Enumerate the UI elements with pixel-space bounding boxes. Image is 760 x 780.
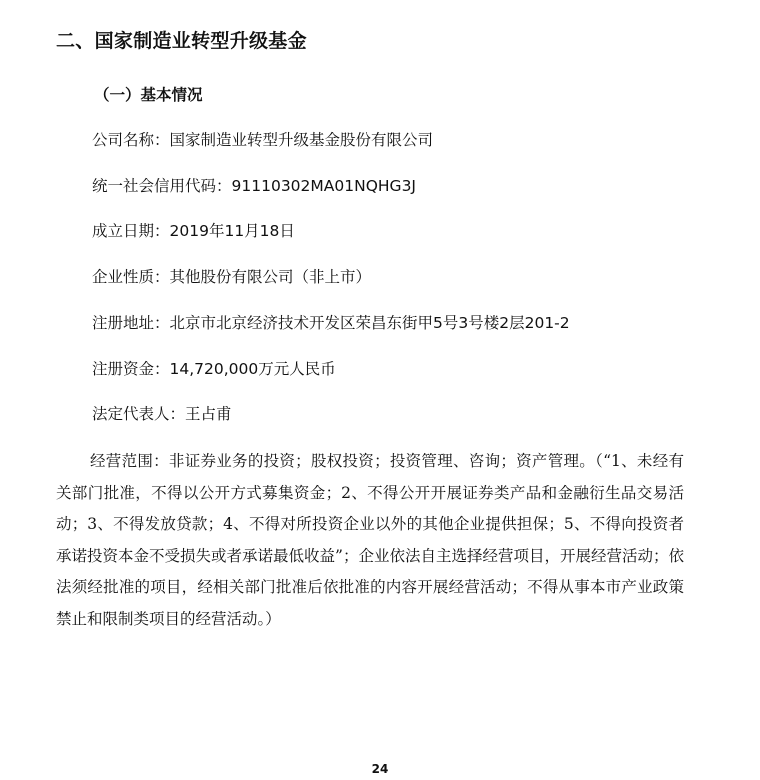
field-credit-code xyxy=(92,175,416,197)
field-value: 91110302MA01NQHG3J xyxy=(231,177,417,195)
field-established-date xyxy=(92,220,295,242)
field-label: 公司名称： xyxy=(92,131,170,149)
field-value: 王占甫 xyxy=(185,405,232,423)
field-legal-representative xyxy=(92,403,232,425)
field-label: 注册地址： xyxy=(92,314,170,332)
business-scope-text: 非证券业务的投资；股权投资；投资管理、咨询；资产管理。（“1、未经有关部门批准，不得以公开方式募集资金；2、不得公开开展证券类产品和金融衍生品交易活动；3、不得发放贷款；4、不得对所投资企业以外的其他企业提供担保；5、不得向投资者承诺投资本金不受损失或者承诺最低收益”；企业依法自主选择经营项目，开展经营活动；依法须经批准的项目，经相关部门批准后依批准的内容开展经营活动；不得从事本市产业政策禁止和限制类项目的经营活动。） xyxy=(56,452,684,628)
field-value: 其他股份有限公司（非上市） xyxy=(169,268,372,286)
field-value: 国家制造业转型升级基金股份有限公司 xyxy=(169,131,434,149)
field-label: 法定代表人： xyxy=(92,405,186,423)
business-scope-label: 经营范围： xyxy=(90,452,169,470)
field-label: 统一社会信用代码： xyxy=(92,177,232,195)
field-registered-address xyxy=(92,312,570,334)
field-enterprise-type xyxy=(92,266,371,288)
business-scope-paragraph xyxy=(56,446,684,635)
subsection-title: （一）基本情况 xyxy=(94,86,203,104)
field-label: 成立日期： xyxy=(92,222,170,240)
field-value: 2019年11月18日 xyxy=(169,222,295,240)
field-label: 企业性质： xyxy=(92,268,170,286)
field-registered-capital xyxy=(92,358,336,380)
field-label: 注册资金： xyxy=(92,360,170,378)
field-company-name xyxy=(92,129,433,151)
page-number: 24 xyxy=(371,762,389,776)
section-title: 二、国家制造业转型升级基金 xyxy=(56,30,307,52)
field-value: 北京市北京经济技术开发区荣昌东街甲5号3号楼2层201-2 xyxy=(169,314,570,332)
field-value: 14,720,000万元人民币 xyxy=(169,360,336,378)
